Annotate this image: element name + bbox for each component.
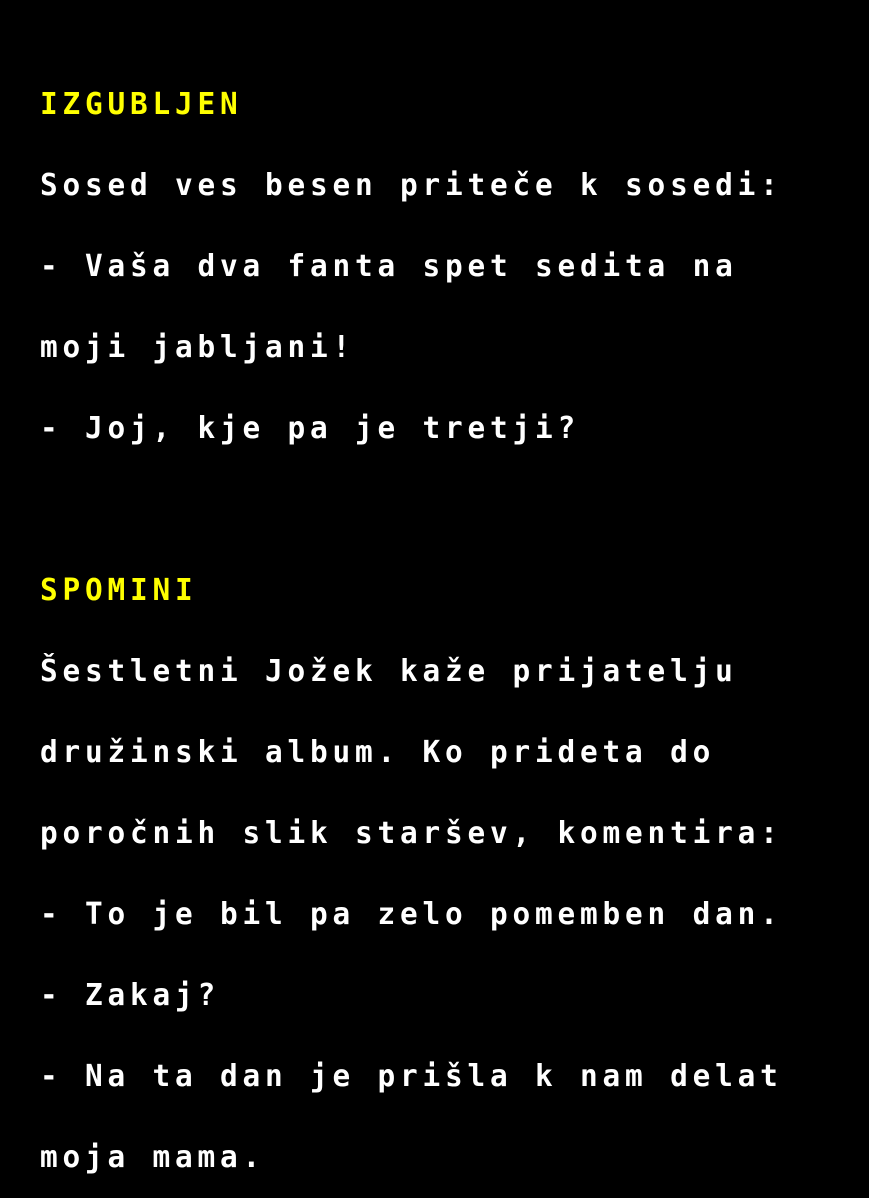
joke-1-title: IZGUBLJEN xyxy=(40,87,243,122)
joke-2-line-6: - Na ta dan je prišla k nam delat xyxy=(40,1059,783,1094)
joke-1-line-4: - Joj, kje pa je tretji? xyxy=(40,411,581,446)
joke-2-line-4: - To je bil pa zelo pomemben dan. xyxy=(40,897,783,932)
joke-2-line-7: moja mama. xyxy=(40,1140,266,1175)
teletext-page xyxy=(40,37,840,1198)
joke-2-line-3: poročnih slik staršev, komentira: xyxy=(40,816,783,851)
joke-2-line-1: Šestletni Jožek kaže prijatelju xyxy=(40,654,738,689)
joke-1-line-2: - Vaša dva fanta spet sedita na xyxy=(40,249,738,284)
joke-1-line-1: Sosed ves besen priteče k sosedi: xyxy=(40,168,783,203)
spacer xyxy=(40,496,840,523)
joke-1-line-3: moji jabljani! xyxy=(40,330,356,365)
joke-2-line-2: družinski album. Ko prideta do xyxy=(40,735,716,770)
joke-2-line-5: - Zakaj? xyxy=(40,978,221,1013)
joke-2-title: SPOMINI xyxy=(40,573,198,608)
